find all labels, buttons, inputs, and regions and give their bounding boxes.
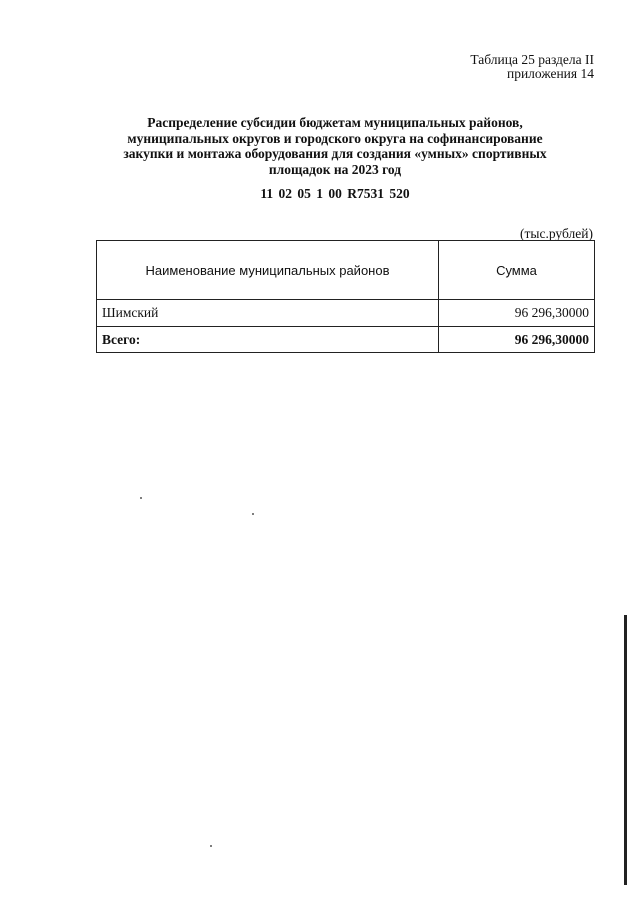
scan-speck: [140, 497, 142, 499]
title-line-4: площадок на 2023 год: [268, 161, 402, 177]
total-label: Всего:: [97, 327, 439, 353]
header-sum: Сумма: [439, 241, 595, 300]
reference-line-1: Таблица 25 раздела II: [470, 52, 594, 67]
row-sum: 96 296,30000: [439, 300, 595, 327]
row-name: Шимский: [97, 300, 439, 327]
table-header-row: [97, 241, 595, 300]
scan-speck: [252, 513, 254, 515]
header-name: Наименование муниципальных районов: [97, 241, 439, 300]
budget-code: 11 02 05 1 00 R7531 520: [260, 186, 410, 201]
distribution-table: [96, 240, 595, 353]
title-line-2: муниципальных округов и городского округа на софинансирование: [127, 130, 543, 146]
document-title: [80, 115, 590, 177]
scan-speck: [210, 845, 212, 847]
scan-edge-mark: [624, 615, 627, 885]
unit-label: (тыс.рублей): [520, 226, 593, 241]
total-sum: 96 296,30000: [439, 327, 595, 353]
reference-line-2: приложения 14: [506, 66, 594, 81]
table-reference: [470, 53, 594, 81]
title-line-3: закупки и монтажа оборудования для создания «умных» спортивных: [123, 146, 547, 161]
table-row: [97, 300, 595, 327]
title-line-1: Распределение субсидии бюджетам муниципальных районов,: [147, 115, 523, 130]
total-row: [97, 327, 595, 353]
